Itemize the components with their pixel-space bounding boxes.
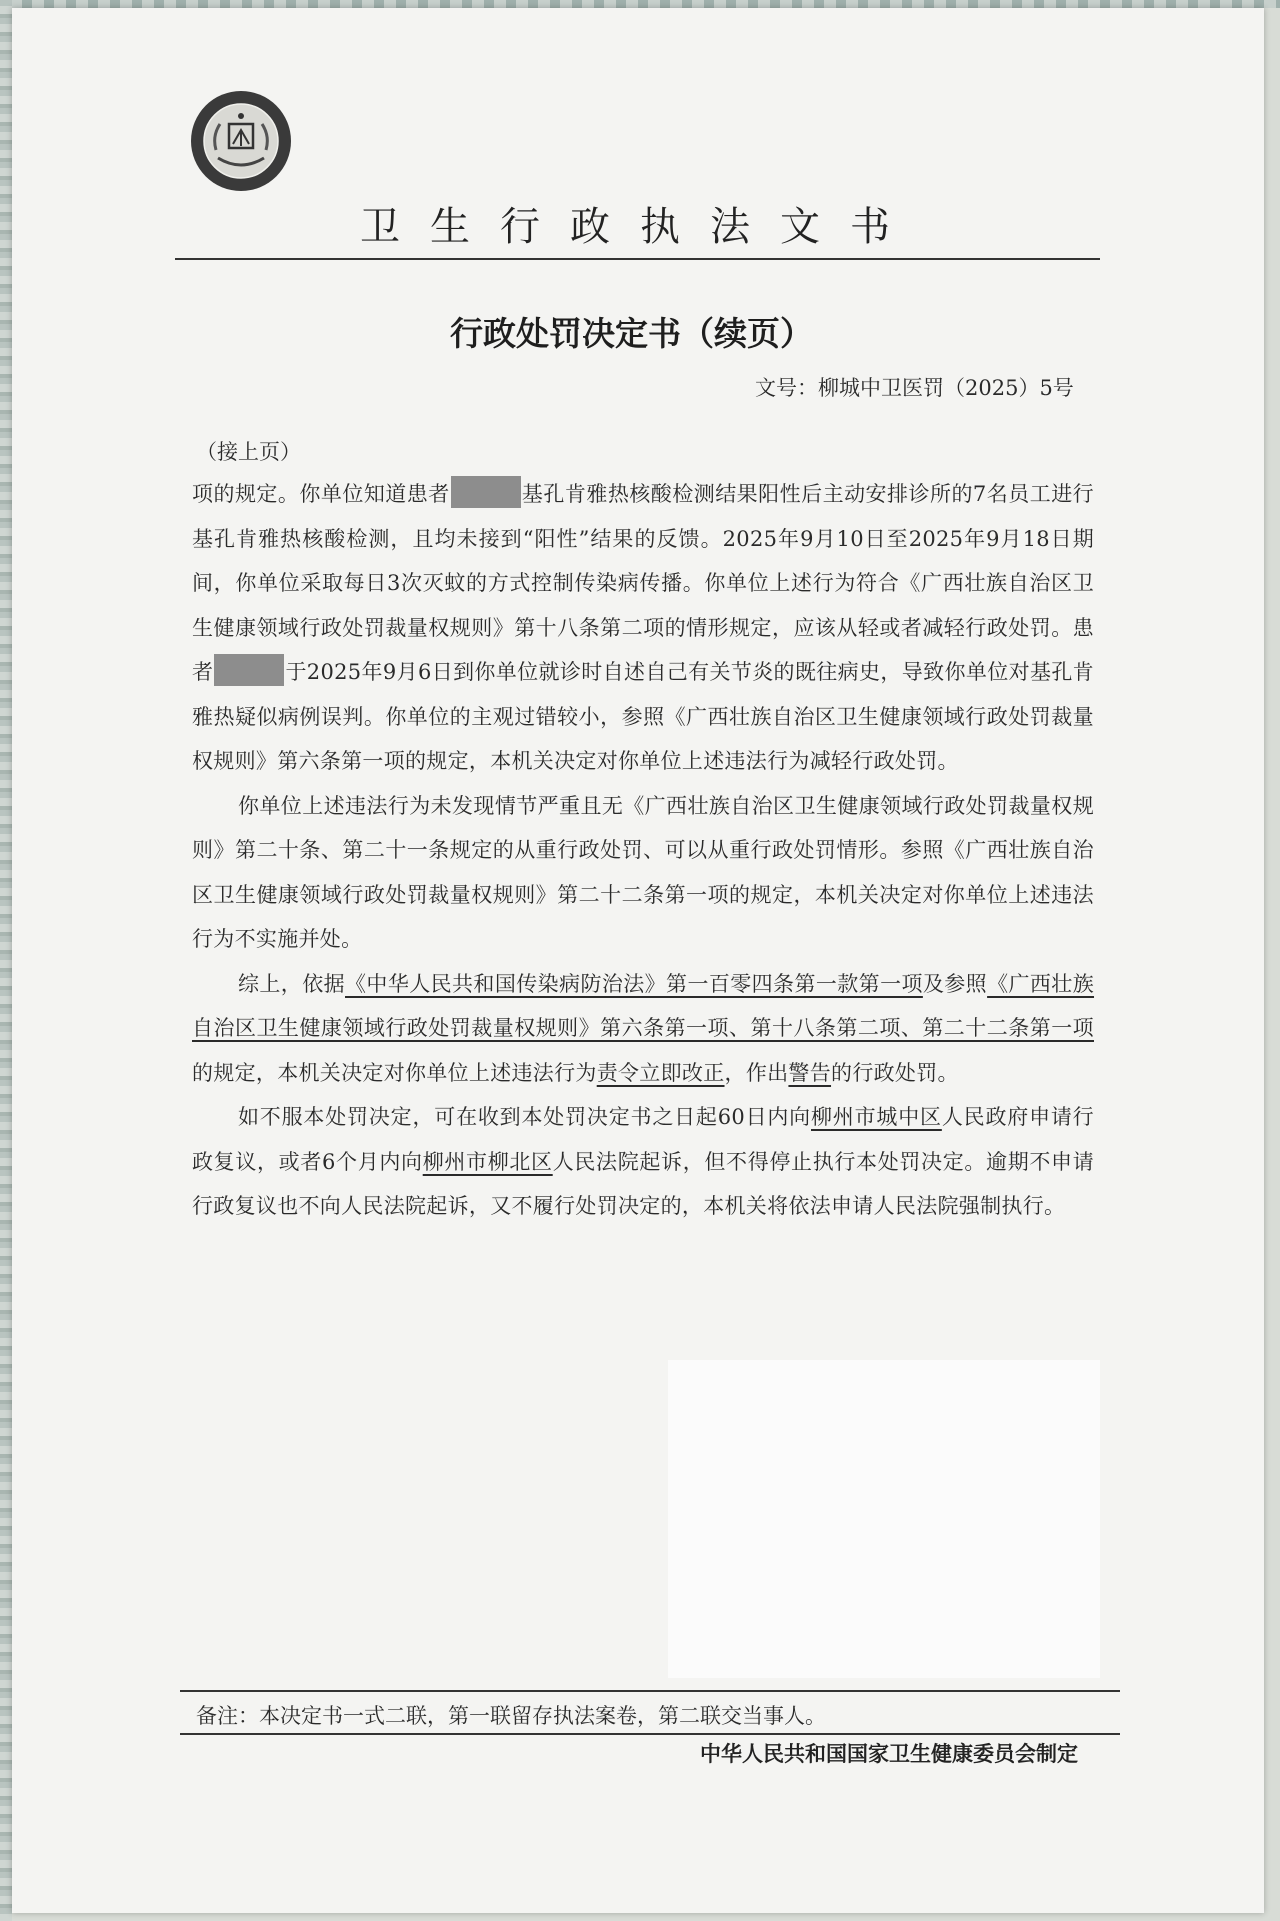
document-title: 行政处罚决定书（续页） (450, 314, 813, 353)
paragraph-2: 你单位上述违法行为未发现情节严重且无《广西壮族自治区卫生健康领域行政处罚裁量权规则》第二十条、第二十一条规定的从重行政处罚、可以从重行政处罚情形。参照《广西壮族自治区卫生健康领域行政处罚裁量权规则》第二十二条第一项的规定，本机关决定对你单位上述违法行为不实施并处。 (192, 793, 1094, 951)
legal-basis-law: 《中华人民共和国传染病防治法》第一百零四条第一款第一项 (345, 971, 923, 996)
penalty-type: 警告 (788, 1060, 832, 1085)
correction-order: 责令立即改正 (596, 1060, 725, 1085)
redacted-name (214, 654, 284, 686)
footer-note: 备注：本决定书一式二联，第一联留存执法案卷，第二联交当事人。 (196, 1704, 826, 1728)
page-edge-top (0, 0, 1280, 8)
document-body (192, 472, 1094, 1229)
document-header-title: 卫生行政执法文书 (360, 204, 920, 250)
footer-divider-top (180, 1690, 1120, 1692)
paragraph-3-part-d: ，作出 (724, 1060, 789, 1085)
paragraph-1 (192, 472, 1094, 784)
issuing-authority: 中华人民共和国国家卫生健康委员会制定 (700, 1742, 1078, 1766)
paragraph-4-part-a: 如不服本处罚决定，可在收到本处罚决定书之日起60日内向 (238, 1105, 811, 1129)
litigation-court: 柳州市柳北区 (422, 1149, 553, 1174)
paragraph-3-part-b: 及参照 (922, 971, 988, 996)
continued-label: （接上页） (196, 440, 301, 464)
paragraph-4 (192, 1095, 1094, 1229)
document-number: 文号：柳城中卫医罚（2025）5号 (755, 376, 1074, 400)
redacted-seal-area (668, 1360, 1100, 1678)
legal-basis-rule: 《广西壮族自治区卫生健康领域行政处罚裁量权规则》第六条第一项、第十八条第二项、第二十二条第一项 (192, 971, 1095, 1040)
page-edge-left (0, 0, 12, 1921)
paragraph-1-part-a: 项的规定。你单位知道患者 (192, 482, 450, 506)
redacted-name (451, 476, 521, 508)
paragraph-4-part-c: 人民法院起诉，但不得停止执行本处罚决定。逾期不申请行政复议也不向人民法院起诉，又不履行处罚决定的，本机关将依法申请人民法院强制执行。 (192, 1149, 1094, 1218)
paragraph-3-part-c: 的规定，本机关决定对你单位上述违法行为 (192, 1060, 597, 1085)
footer-divider-bottom (180, 1733, 1120, 1735)
review-government: 柳州市城中区 (811, 1105, 942, 1129)
paragraph-3-part-a: 综上，依据 (238, 971, 346, 996)
paragraph-1-part-b: 基孔肯雅热核酸检测结果阳性后主动安排诊所的7名员工进行基孔肯雅热核酸检测，且均未接到“阳性”结果的反馈。2025年9月10日至2025年9月18日期间，你单位采取每日3次灭蚊的方式控制传染病传播。你单位上述行为符合《广西壮族自治区卫生健康领域行政处罚裁量权规则》第十八条第二项的情形规定，应该从轻或者减轻行政处罚。患者 (192, 482, 1094, 684)
paragraph-3 (192, 962, 1094, 1096)
paragraph-1-part-c: 于2025年9月6日到你单位就诊时自述自己有关节炎的既往病史，导致你单位对基孔肯雅热疑似病例误判。你单位的主观过错较小，参照《广西壮族自治区卫生健康领域行政处罚裁量权规则》第六条第一项的规定，本机关决定对你单位上述违法行为减轻行政处罚。 (192, 660, 1094, 773)
header-divider (175, 258, 1100, 260)
paragraph-4-part-b: 人民政府申请行政复议，或者6个月内向 (192, 1105, 1094, 1174)
health-inspection-emblem-icon (188, 88, 294, 194)
paragraph-3-part-e: 的行政处罚。 (831, 1060, 959, 1085)
